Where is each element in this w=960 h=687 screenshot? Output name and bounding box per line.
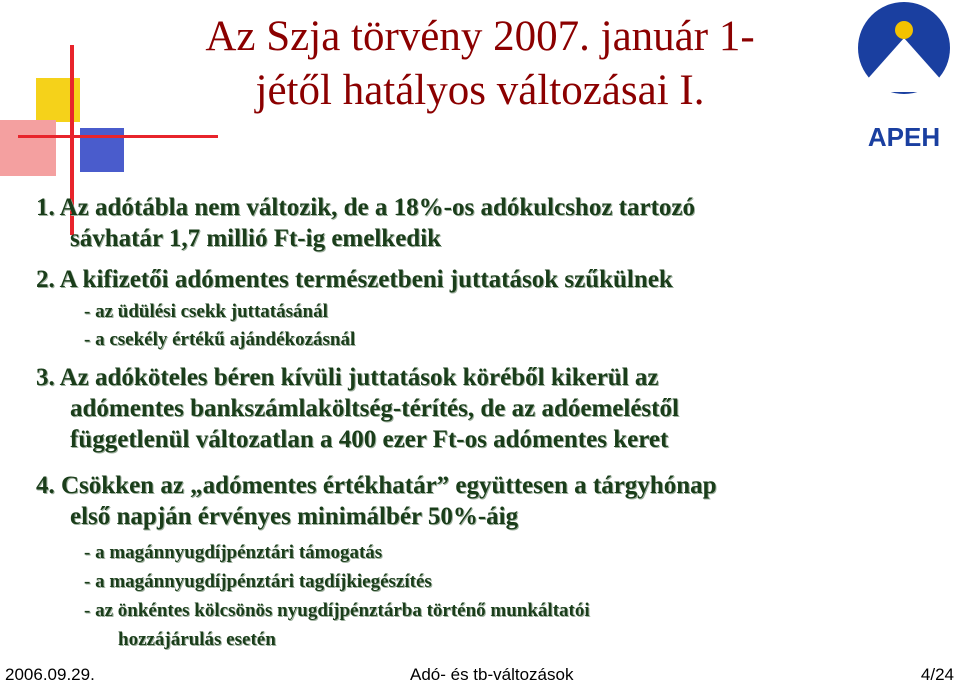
title-line-1: Az Szja törvény 2007. január 1- (205, 13, 755, 60)
list-item-3 (36, 362, 679, 455)
apeh-logo (848, 0, 960, 160)
logo-text: APEH (867, 122, 941, 152)
item-3-line-3: függetlenül változatlan a 400 ezer Ft-os adómentes keret (70, 426, 669, 453)
list-item-2-subitems (84, 298, 355, 354)
slide-title (120, 10, 840, 118)
item-4-line-2: első napján érvényes minimálbér 50%-áig (70, 503, 519, 530)
item-4-sub-4: hozzájárulás esetén (118, 629, 276, 650)
item-2-sub-2: - a csekély értékű ajándékozásnál (84, 329, 356, 350)
list-item-4 (36, 470, 717, 532)
item-1-line-2: sávhatár 1,7 millió Ft-ig emelkedik (70, 225, 442, 252)
footer-page-number: 4/24 (920, 665, 954, 684)
item-4-line-1: 4. Csökken az „adómentes értékhatár” együttesen a tárgyhónap (36, 472, 717, 499)
item-4-sub-1: - a magánnyugdíjpénztári támogatás (84, 542, 383, 563)
item-3-line-1: 3. Az adóköteles béren kívüli juttatások köréből kikerül az (36, 364, 659, 391)
footer-date: 2006.09.29. (5, 665, 95, 684)
item-2-line-1: 2. A kifizetői adómentes természetbeni juttatások szűkülnek (36, 266, 673, 293)
item-4-sub-2: - a magánnyugdíjpénztári tagdíjkiegészítés (84, 571, 432, 592)
deco-pink-square (0, 120, 56, 176)
list-item-4-subitems (84, 538, 590, 654)
title-line-2: jétől hatályos változásai I. (255, 67, 705, 114)
list-item-2 (36, 264, 673, 295)
footer-title: Adó- és tb-változások (410, 665, 574, 684)
logo-sun-icon (895, 21, 913, 39)
item-4-sub-3: - az önkéntes kölcsönös nyugdíjpénztárba történő munkáltatói (84, 600, 590, 621)
item-3-line-2: adómentes bankszámlaköltség-térítés, de az adóemeléstől (70, 395, 679, 422)
list-item-1 (36, 192, 695, 254)
deco-red-horizontal-line (18, 135, 218, 138)
item-1-line-1: 1. Az adótábla nem változik, de a 18%-os adókulcshoz tartozó (36, 194, 696, 221)
item-2-sub-1: - az üdülési csekk juttatásánál (84, 301, 328, 322)
